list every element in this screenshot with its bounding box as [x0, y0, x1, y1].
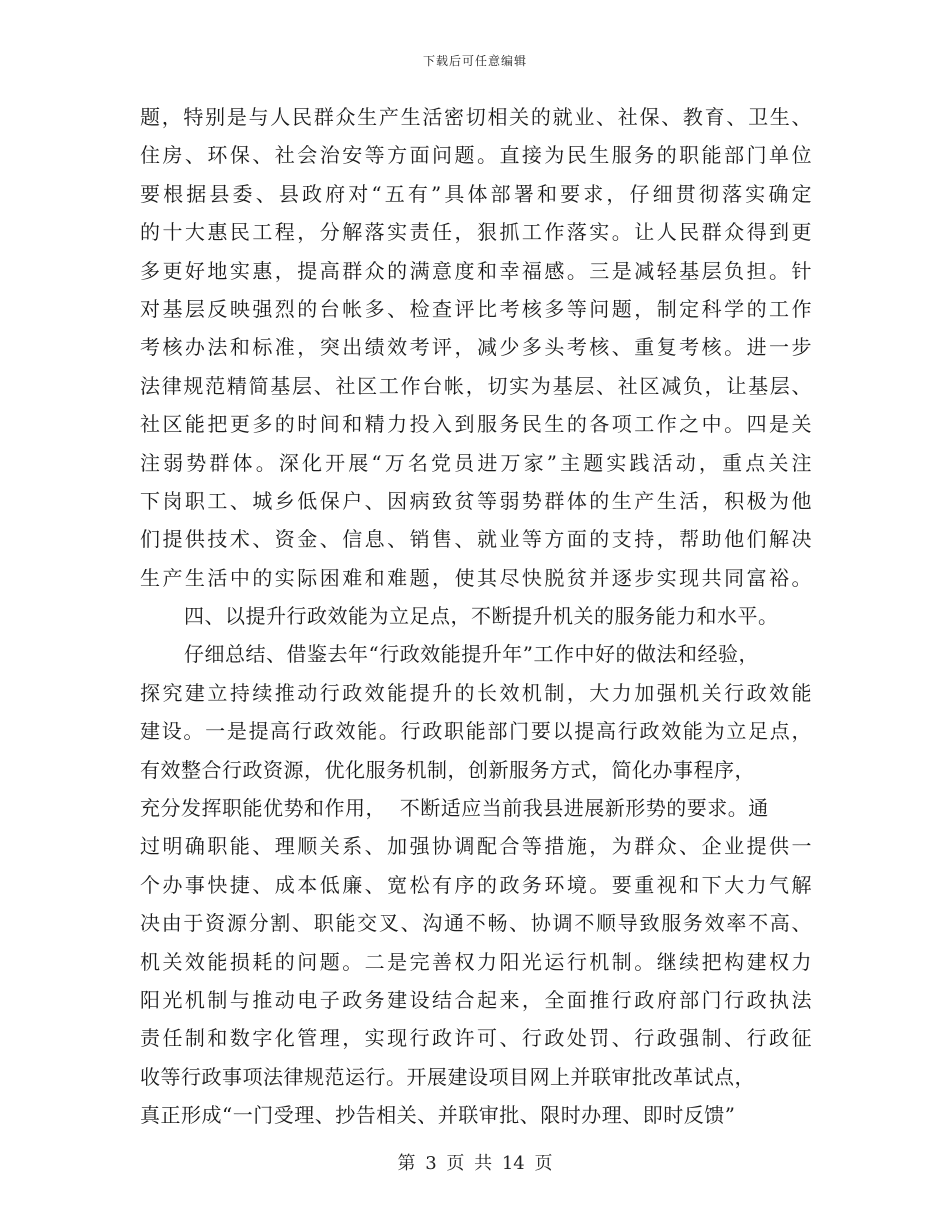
text-line: 法律规范精简基层、社区工作台帐，切实为基层、社区减负，让基层、: [140, 373, 812, 398]
text-line: 考核办法和标准，突出绩效考评，减少多头考核、重复考核。进一步: [140, 335, 812, 360]
text-line: 们提供技术、资金、信息、销售、就业等方面的支持，帮助他们解决: [140, 527, 812, 552]
text-line: 题，特别是与人民群众生产生活密切相关的就业、社保、教育、卫生、: [140, 105, 812, 129]
text-line: 下岗职工、城乡低保户、因病致贫等弱势群体的生产生活，积极为他: [140, 488, 812, 513]
text-line: 收等行政事项法律规范运行。开展建设项目网上并联审批改革试点，: [140, 1064, 755, 1089]
text-line: 真正形成“一门受理、抄告相关、并联审批、限时办理、即时反馈”: [140, 1103, 736, 1128]
text-line: 仔细总结、借鉴去年“行政效能提升年”工作中好的做法和经验，: [184, 642, 759, 667]
page-number: 第 3 页 共 14 页: [397, 1153, 553, 1174]
text-line: 注弱势群体。深化开展“万名党员进万家”主题实践活动，重点关注: [140, 450, 812, 475]
document-body: [140, 98, 812, 1135]
text-line: 社区能把更多的时间和精力投入到服务民生的各项工作之中。四是关: [140, 412, 812, 437]
text-line: 机关效能损耗的问题。二是完善权力阳光运行机制。继续把构建权力: [140, 949, 812, 974]
text-line: 对基层反映强烈的台帐多、检查评比考核多等问题，制定科学的工作: [140, 296, 812, 321]
text-line: 责任制和数字化管理，实现行政许可、行政处罚、行政强制、行政征: [140, 1026, 812, 1051]
text-line: 多更好地实惠，提高群众的满意度和幸福感。三是减轻基层负担。针: [140, 258, 812, 283]
page-header: 下载后可任意编辑: [422, 54, 527, 68]
text-line: 建设。一是提高行政效能。行政职能部门要以提高行政效能为立足点，: [140, 719, 812, 744]
section-heading: 四、以提升行政效能为立足点，不断提升机关的服务能力和水平。: [184, 604, 779, 629]
text-line: 充分发挥职能优势和作用， 不断适应当前我县进展新形势的要求。通: [140, 796, 769, 821]
text-line: 有效整合行政资源，优化服务机制，创新服务方式，简化办事程序，: [140, 757, 755, 782]
text-line: 阳光机制与推动电子政务建设结合起来，全面推行政府部门行政执法: [140, 987, 812, 1012]
text-line: 个办事快捷、成本低廉、宽松有序的政务环境。要重视和下大力气解: [140, 872, 812, 897]
text-line: 过明确职能、理顺关系、加强协调配合等措施，为群众、企业提供一: [140, 834, 812, 859]
text-line: 探究建立持续推动行政效能提升的长效机制，大力加强机关行政效能: [140, 680, 812, 705]
text-line: 决由于资源分割、职能交叉、沟通不畅、协调不顺导致服务效率不高、: [140, 911, 812, 936]
text-line: 的十大惠民工程，分解落实责任，狠抓工作落实。让人民群众得到更: [140, 220, 812, 245]
text-line: 住房、环保、社会治安等方面问题。直接为民生服务的职能部门单位: [140, 143, 812, 168]
text-line: 要根据县委、县政府对“五有”具体部署和要求，仔细贯彻落实确定: [140, 181, 812, 206]
text-line: 生产生活中的实际困难和难题，使其尽快脱贫并逐步实现共同富裕。: [140, 565, 812, 590]
